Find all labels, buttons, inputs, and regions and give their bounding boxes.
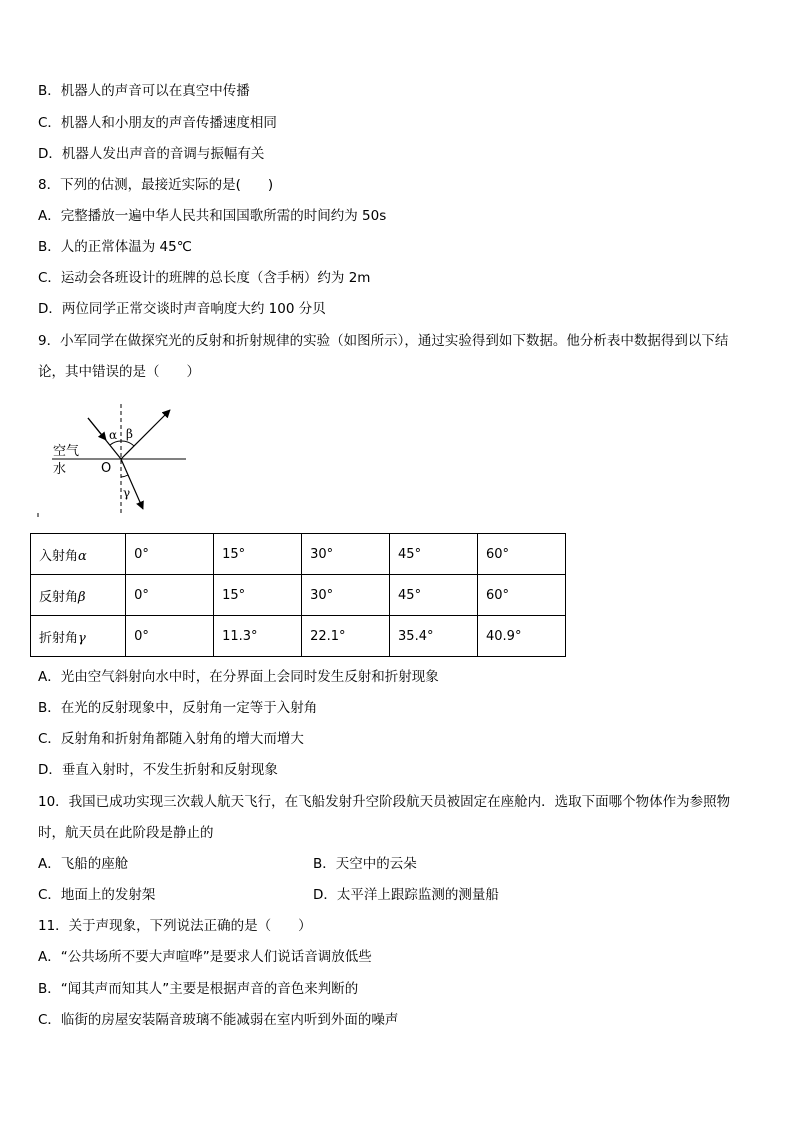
q10-option-c: C．地面上的发射架 <box>38 887 156 903</box>
table-cell: 60° <box>478 534 566 575</box>
table-cell: 45° <box>390 575 478 616</box>
beta-arc <box>121 441 134 446</box>
table-cell: 35.4° <box>390 616 478 657</box>
table-cell: 0° <box>126 534 214 575</box>
q7-option-c: C．机器人和小朋友的声音传播速度相同 <box>38 115 277 131</box>
row-header-cell <box>31 616 126 657</box>
table-cell: 22.1° <box>302 616 390 657</box>
table-cell: 0° <box>126 616 214 657</box>
q10-stem-line2: 时，航天员在此阶段是静止的 <box>38 825 214 841</box>
row-header-cell <box>31 575 126 616</box>
table-row <box>31 616 566 657</box>
refracted-ray <box>121 459 143 509</box>
label-water: 水 <box>53 462 67 477</box>
q9-stem-line2: 论，其中错误的是（ ） <box>38 364 200 380</box>
row-symbol: β <box>78 589 86 605</box>
table-cell: 15° <box>214 534 302 575</box>
row-label: 入射角 <box>39 548 79 564</box>
optics-figure <box>30 396 200 522</box>
label-alpha: α <box>109 428 118 442</box>
q9-stem-line1: 9．小军同学在做探究光的反射和折射规律的实验（如图所示），通过实验得到如下数据。他分析表中数据得到以下结 <box>38 333 729 349</box>
table-row <box>31 534 566 575</box>
incident-arrow <box>88 418 106 440</box>
label-beta: β <box>126 427 133 441</box>
table-cell: 15° <box>214 575 302 616</box>
row-symbol: α <box>78 548 87 564</box>
q9-option-d: D．垂直入射时，不发生折射和反射现象 <box>38 762 278 778</box>
q10-stem-line1: 10．我国已成功实现三次载人航天飞行，在飞船发射升空阶段航天员被固定在座舱内．选取下面哪个物体作为参照物 <box>38 794 731 810</box>
table-cell: 40.9° <box>478 616 566 657</box>
q8-option-c: C．运动会各班设计的班牌的总长度（含手柄）约为 2m <box>38 270 371 286</box>
table-cell: 11.3° <box>214 616 302 657</box>
q11-option-c: C．临街的房屋安装隔音玻璃不能减弱在室内听到外面的噪声 <box>38 1012 399 1028</box>
row-label: 折射角 <box>39 630 79 646</box>
table-cell: 45° <box>390 534 478 575</box>
q10-option-a: A．飞船的座舱 <box>38 856 129 872</box>
q7-option-d: D．机器人发出声音的音调与振幅有关 <box>38 146 265 162</box>
label-air: 空气 <box>53 444 80 459</box>
table-cell: 30° <box>302 575 390 616</box>
label-gamma: γ <box>123 486 131 500</box>
q8-option-d: D．两位同学正常交谈时声音响度大约 100 分贝 <box>38 301 326 317</box>
row-symbol: γ <box>78 630 86 646</box>
table-cell: 0° <box>126 575 214 616</box>
q8-option-b: B．人的正常体温为 45℃ <box>38 239 192 255</box>
row-header-cell <box>31 534 126 575</box>
table-cell: 30° <box>302 534 390 575</box>
table-cell: 60° <box>478 575 566 616</box>
q9-option-b: B．在光的反射现象中，反射角一定等于入射角 <box>38 700 318 716</box>
label-origin-o: O <box>101 461 112 476</box>
q9-option-c: C．反射角和折射角都随入射角的增大而增大 <box>38 731 304 747</box>
row-label: 反射角 <box>39 589 79 605</box>
table-row <box>31 575 566 616</box>
q10-option-d: D．太平洋上跟踪监测的测量船 <box>313 887 499 903</box>
q11-stem: 11．关于声现象，下列说法正确的是（ ） <box>38 918 312 934</box>
q11-option-a: A．“公共场所不要大声喧哗”是要求人们说话音调放低些 <box>38 949 372 965</box>
q8-option-a: A．完整播放一遍中华人民共和国国歌所需的时间约为 50s <box>38 208 387 224</box>
q9-option-a: A．光由空气斜射向水中时，在分界面上会同时发生反射和折射现象 <box>38 669 439 685</box>
gamma-arc <box>121 475 128 477</box>
q7-option-b: B．机器人的声音可以在真空中传播 <box>38 83 250 99</box>
q8-stem: 8．下列的估测，最接近实际的是( ) <box>38 177 274 193</box>
q11-option-b: B．“闻其声而知其人”主要是根据声音的音色来判断的 <box>38 981 359 997</box>
q10-option-b: B．天空中的云朵 <box>313 856 417 872</box>
angle-data-table <box>30 533 566 657</box>
